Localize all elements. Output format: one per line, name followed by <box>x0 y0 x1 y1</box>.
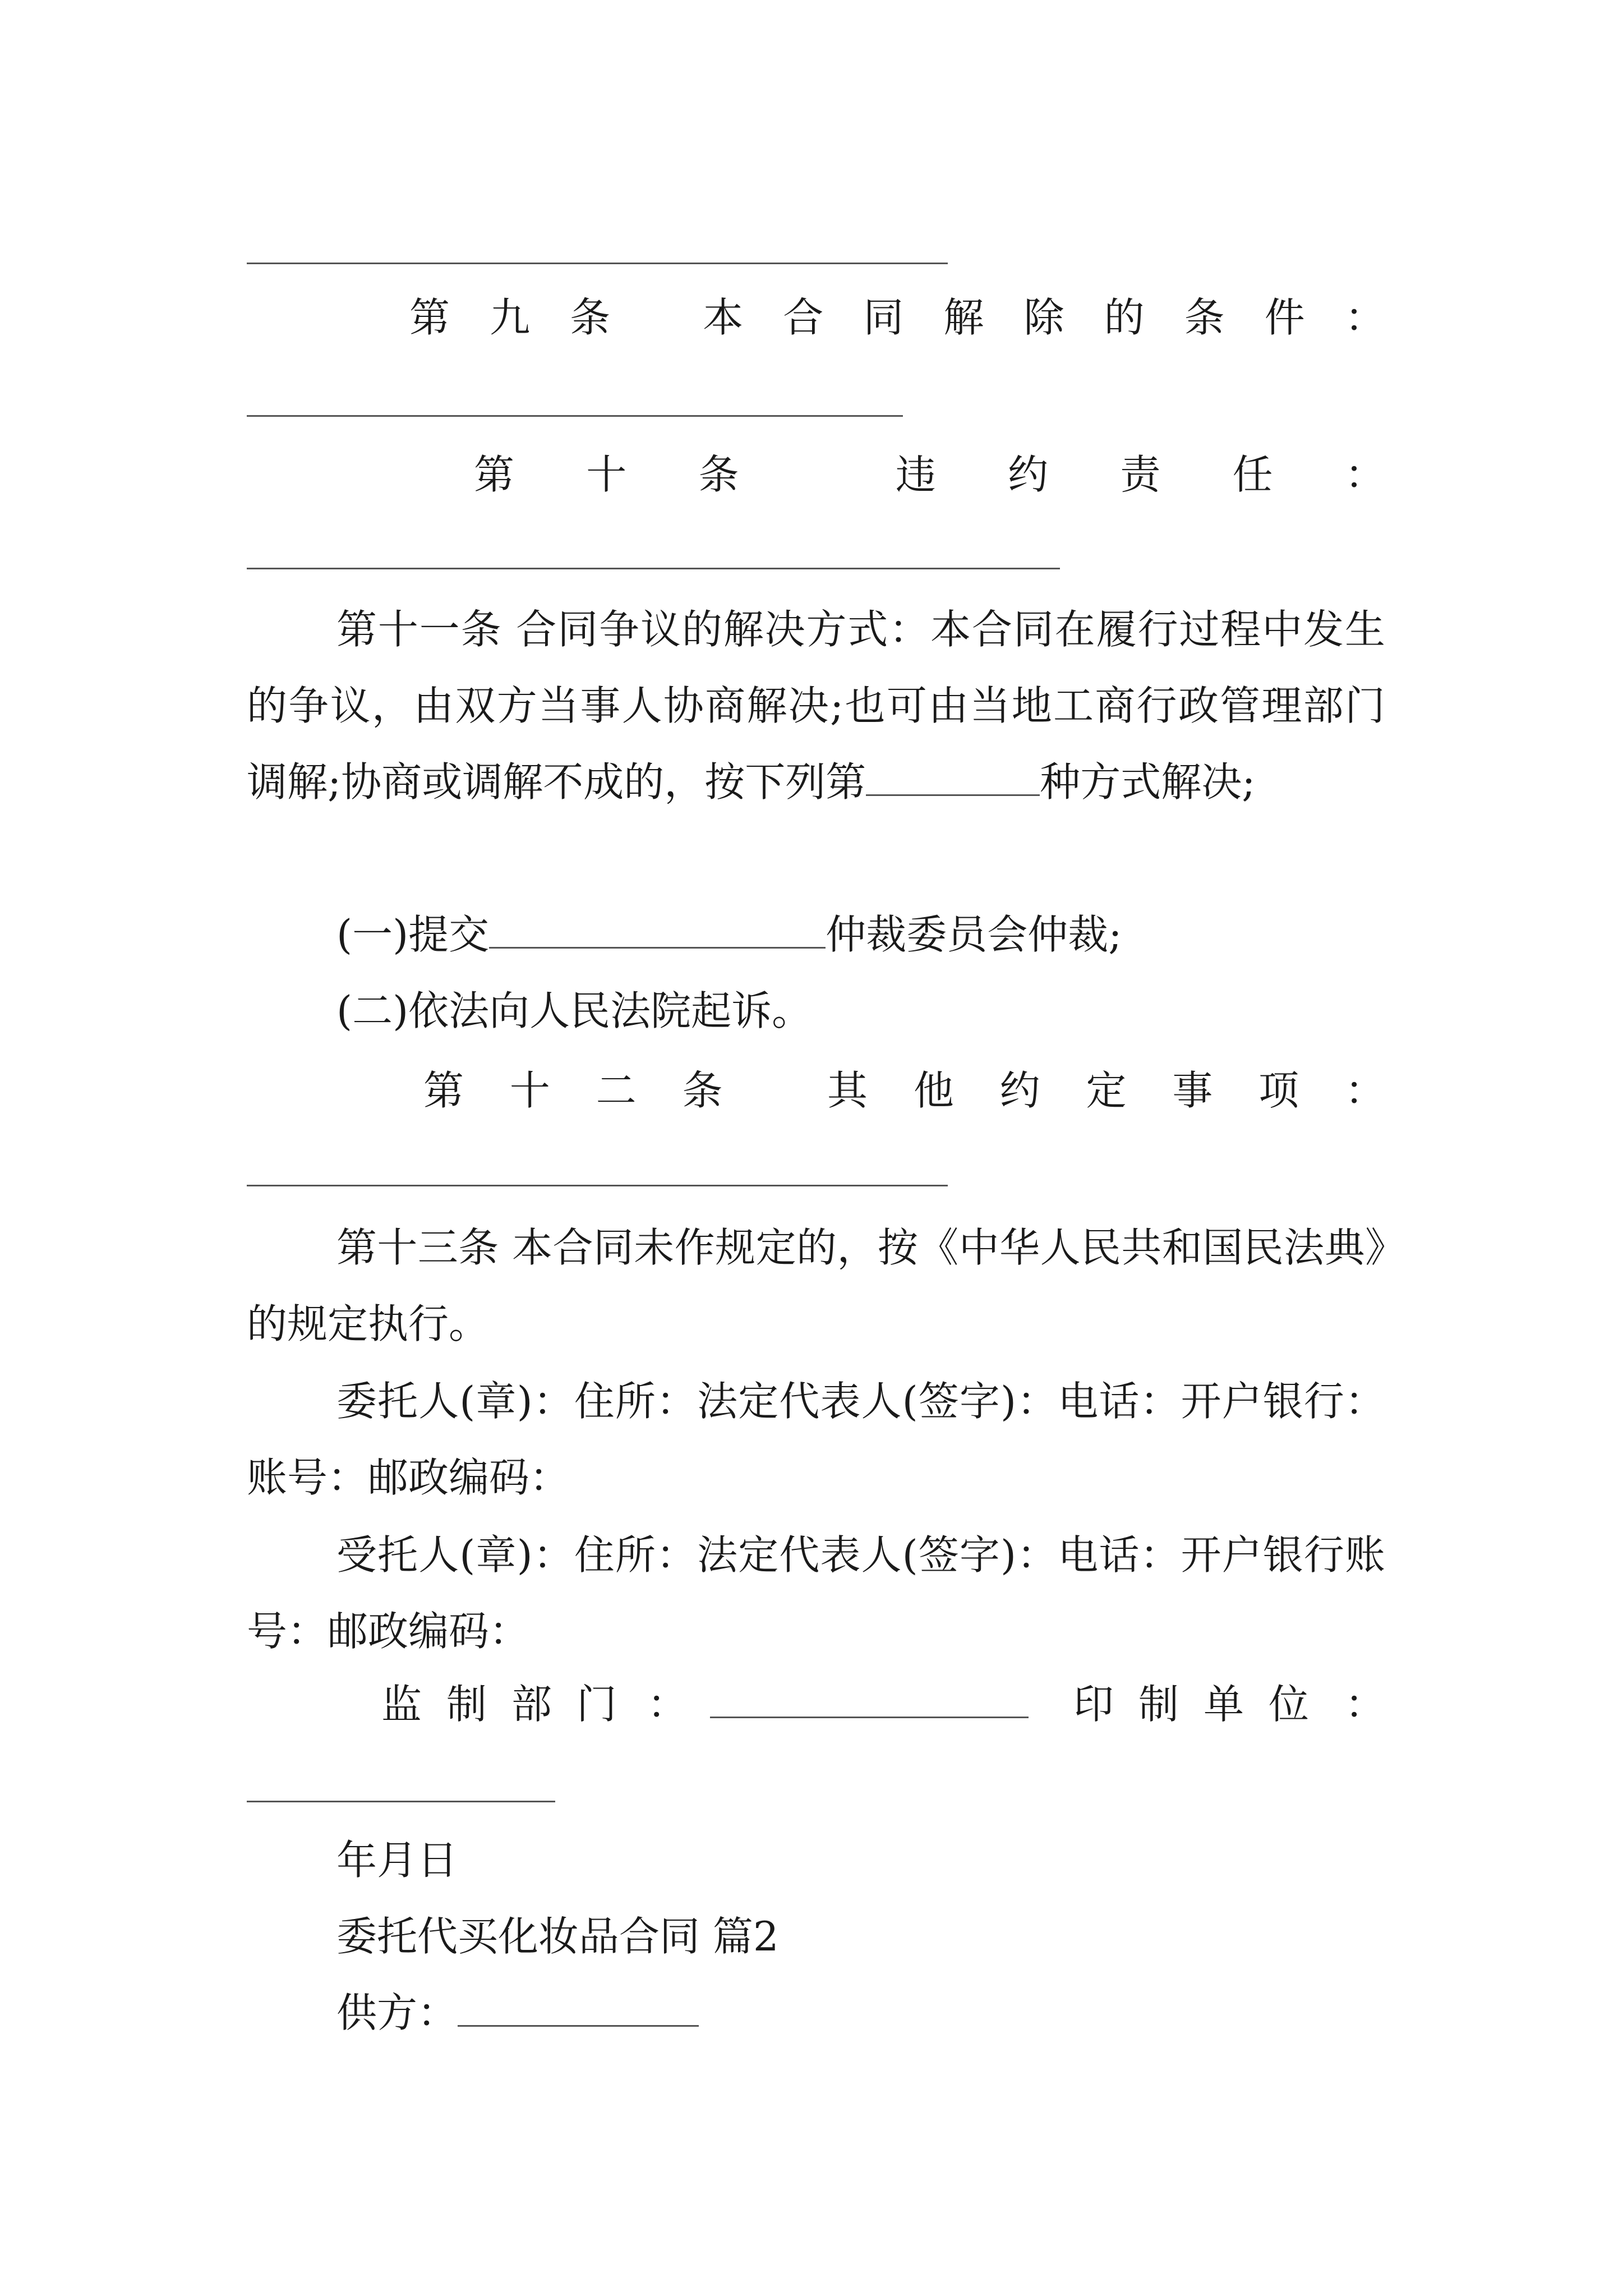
article-12-line <box>423 1065 1385 1116</box>
date-line <box>336 1834 458 1886</box>
article-13-text: 第十三条 本合同未作规定的，按《中华人民共和国民法典》的规定执行。 <box>247 1224 1385 1347</box>
article-10-char: 十 <box>586 451 627 498</box>
article-10-char: 条 <box>698 451 739 498</box>
article-9-char: 同 <box>863 294 904 341</box>
article-11-option-1 <box>336 909 1122 960</box>
article-9-char: 的 <box>1104 294 1145 341</box>
article-12-char: 其 <box>827 1067 868 1114</box>
supplier-label: 供方： <box>336 1989 458 2036</box>
blank-field <box>489 913 826 949</box>
article-9-line <box>409 292 1385 343</box>
article-13-paragraph <box>247 1209 1385 1362</box>
blank-line <box>247 415 903 417</box>
article-10-char: 责 <box>1120 451 1161 498</box>
article-11-option-2 <box>336 985 812 1037</box>
principal-paragraph <box>247 1363 1385 1516</box>
option-2-text: (二)依法向人民法院起诉。 <box>336 987 813 1034</box>
article-10-colon: ： <box>1344 451 1385 498</box>
article-9-char: 解 <box>943 294 984 341</box>
blank-field <box>458 1991 699 2027</box>
article-9-char: 第 <box>409 294 450 341</box>
blank-field <box>710 1683 1029 1718</box>
date-text: 年月日 <box>336 1837 458 1884</box>
article-10-char: 约 <box>1008 451 1049 498</box>
agent-text: 受托人(章)：住所：法定代表人(签字)：电话：开户银行账号：邮政编码： <box>247 1531 1385 1655</box>
article-12-char: 第 <box>423 1067 464 1114</box>
article-9-char: 九 <box>490 294 531 341</box>
blank-line <box>247 1185 948 1186</box>
principal-text: 委托人(章)：住所：法定代表人(签字)：电话：开户银行：账号：邮政编码： <box>247 1378 1385 1501</box>
supplier-line <box>336 1987 699 2039</box>
option-1-text: 仲裁委员会仲裁; <box>826 911 1122 958</box>
article-9-char: 本 <box>703 294 744 341</box>
article-12-char <box>768 1065 781 1116</box>
article-10-line <box>474 449 1385 500</box>
article-12-colon: ： <box>1344 1067 1385 1114</box>
article-12-char: 他 <box>913 1067 954 1114</box>
article-10-char <box>811 449 824 500</box>
article-11-text: 第十一条 合同争议的解决方式：本合同在履行过程中发生的争议，由双方当事人协商解决;也可由当地工商行政管理部门调解;协商或调解不成的，按下列第 <box>247 606 1385 806</box>
article-9-char: 除 <box>1023 294 1064 341</box>
article-9-char: 条 <box>570 294 611 341</box>
article-10-char: 第 <box>474 451 515 498</box>
blank-line <box>247 263 948 264</box>
article-9-char: 合 <box>783 294 824 341</box>
blank-line <box>247 1801 555 1802</box>
article-12-char: 项 <box>1258 1067 1299 1114</box>
next-title-text: 委托代买化妆品合同 篇2 <box>336 1913 779 1960</box>
supervisor-colon: ： <box>647 1681 688 1728</box>
agent-paragraph <box>247 1517 1385 1669</box>
option-1-label: (一)提交 <box>336 911 490 958</box>
printer-colon: ： <box>1344 1681 1385 1728</box>
article-12-char: 二 <box>596 1067 637 1114</box>
article-9-colon: ： <box>1344 294 1385 341</box>
article-12-char: 十 <box>509 1067 550 1114</box>
article-12-char: 事 <box>1172 1067 1213 1114</box>
article-10-char: 违 <box>895 451 936 498</box>
article-12-char: 约 <box>999 1067 1040 1114</box>
printer-label: 印制单位 <box>1073 1681 1334 1728</box>
footer-line <box>381 1678 1385 1730</box>
article-10-char: 任 <box>1232 451 1273 498</box>
article-9-char <box>650 292 663 343</box>
article-9-char: 件 <box>1264 294 1305 341</box>
article-11-text-end: 种方式解决; <box>1040 758 1256 806</box>
blank-field <box>866 761 1040 796</box>
article-9-char: 条 <box>1184 294 1225 341</box>
article-11-paragraph <box>247 591 1385 820</box>
article-12-char: 定 <box>1086 1067 1127 1114</box>
blank-line <box>247 568 1060 569</box>
supervisor-label: 监制部门 <box>381 1681 642 1728</box>
article-12-char: 条 <box>682 1067 723 1114</box>
next-contract-title <box>336 1911 779 1962</box>
